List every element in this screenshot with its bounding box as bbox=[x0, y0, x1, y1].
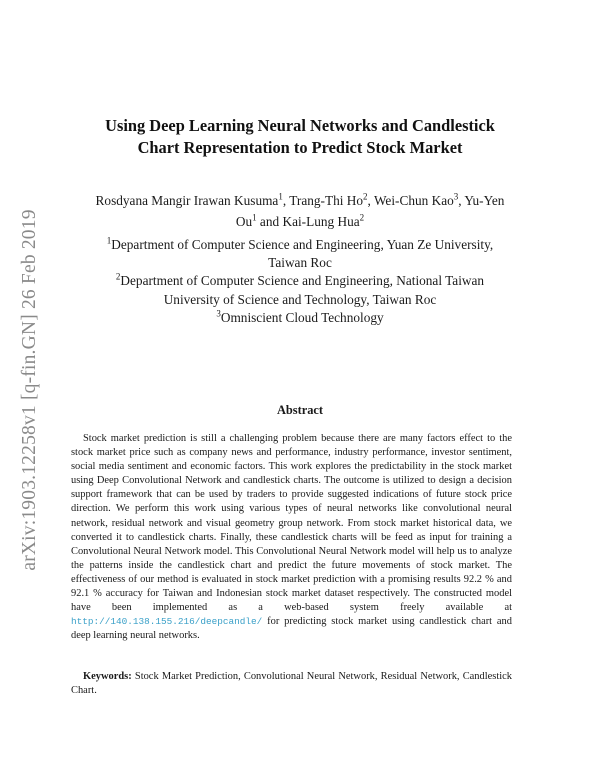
abstract-heading: Abstract bbox=[276, 403, 324, 417]
affiliation-list bbox=[70, 236, 530, 327]
title-line-2: Chart Representation to Predict Stock Market bbox=[137, 138, 463, 157]
affiliation-3 bbox=[70, 309, 530, 327]
demo-url-link[interactable]: http://140.138.155.216/deepcandle/ bbox=[71, 616, 263, 628]
abstract-text-end: for predicting stock market using candlestick chart and deep learning neural networks. bbox=[71, 616, 512, 642]
keywords-label: Keywords: bbox=[83, 671, 132, 682]
author-affiliation-mark: 2 bbox=[359, 212, 365, 223]
author-separator: , bbox=[367, 193, 374, 208]
keywords-text: Stock Market Prediction, Convolutional Neural Network, Residual Network, Candlestick Chart. bbox=[71, 671, 512, 697]
affiliation-1-cont: Taiwan Roc bbox=[268, 255, 332, 271]
author-name: Wei-Chun Kao bbox=[373, 193, 454, 208]
affiliation-number: 2 bbox=[115, 271, 121, 282]
title-line-1: Using Deep Learning Neural Networks and Candlestick bbox=[105, 116, 495, 135]
affiliation-text: Department of Computer Science and Engineering, National Taiwan bbox=[120, 273, 485, 289]
affiliation-number: 3 bbox=[216, 308, 221, 319]
author-affiliation-mark: 2 bbox=[363, 191, 368, 202]
author-name-last: Ou bbox=[235, 214, 253, 229]
affiliation-text: Department of Computer Science and Engineering, Yuan Ze University, bbox=[111, 237, 494, 252]
author-separator: , bbox=[282, 193, 290, 208]
abstract-body bbox=[71, 432, 512, 643]
affiliation-2 bbox=[70, 272, 530, 290]
author-name: Kai-Lung Hua bbox=[282, 214, 360, 229]
author-list bbox=[66, 190, 534, 232]
author-name-first: Yu-Yen bbox=[464, 193, 505, 208]
author-affiliation-mark: 1 bbox=[278, 191, 283, 202]
author-name: Trang-Thi Ho bbox=[289, 193, 364, 208]
author-name: Rosdyana Mangir Irawan Kusuma bbox=[95, 193, 279, 208]
affiliation-text: Omniscient Cloud Technology bbox=[220, 309, 384, 325]
abstract-text: Stock market prediction is still a challenging problem because there are many factors effect to the stock market price such as company news and performance, industry performance, investor sentiment, social media sentiment and economic factors. This work explores the predictability in the stock market using Deep Convolutional Network and candlestick charts. The outcome is utilized to design a decision support framework that can be used by traders to provide suggested indications of future stock price direction. We perform this work using various types of neural networks like convolutional neural network, residual network and visual geometry group network. From stock market historical data, we converted it to candlestick charts. Finally, these candlestick charts will be feed as input for training a Convolutional Neural Network model. This Convolutional Neural Network model will help us to analyze the patterns inside the candlestick chart and predict the future movements of stock market. The effectiveness of our method is evaluated in stock market prediction with a promising results 92.2 % and 92.1 % accuracy for Taiwan and Indonesian stock market dataset respectively. The constructed model have been implemented as a web-based system freely available at bbox=[71, 433, 512, 614]
author-separator: , bbox=[458, 193, 465, 208]
affiliation-1 bbox=[70, 236, 530, 254]
affiliation-number: 1 bbox=[106, 235, 112, 246]
arxiv-identifier: arXiv:1903.12258v1 [q-fin.GN] 26 Feb 2019 bbox=[19, 209, 40, 571]
keywords-section bbox=[71, 670, 512, 698]
affiliation-2-cont: University of Science and Technology, Taiwan Roc bbox=[163, 291, 437, 307]
author-and: and bbox=[256, 214, 283, 229]
paper-title bbox=[60, 115, 540, 159]
author-affiliation-mark: 3 bbox=[453, 191, 459, 202]
author-affiliation-mark: 1 bbox=[252, 212, 257, 223]
